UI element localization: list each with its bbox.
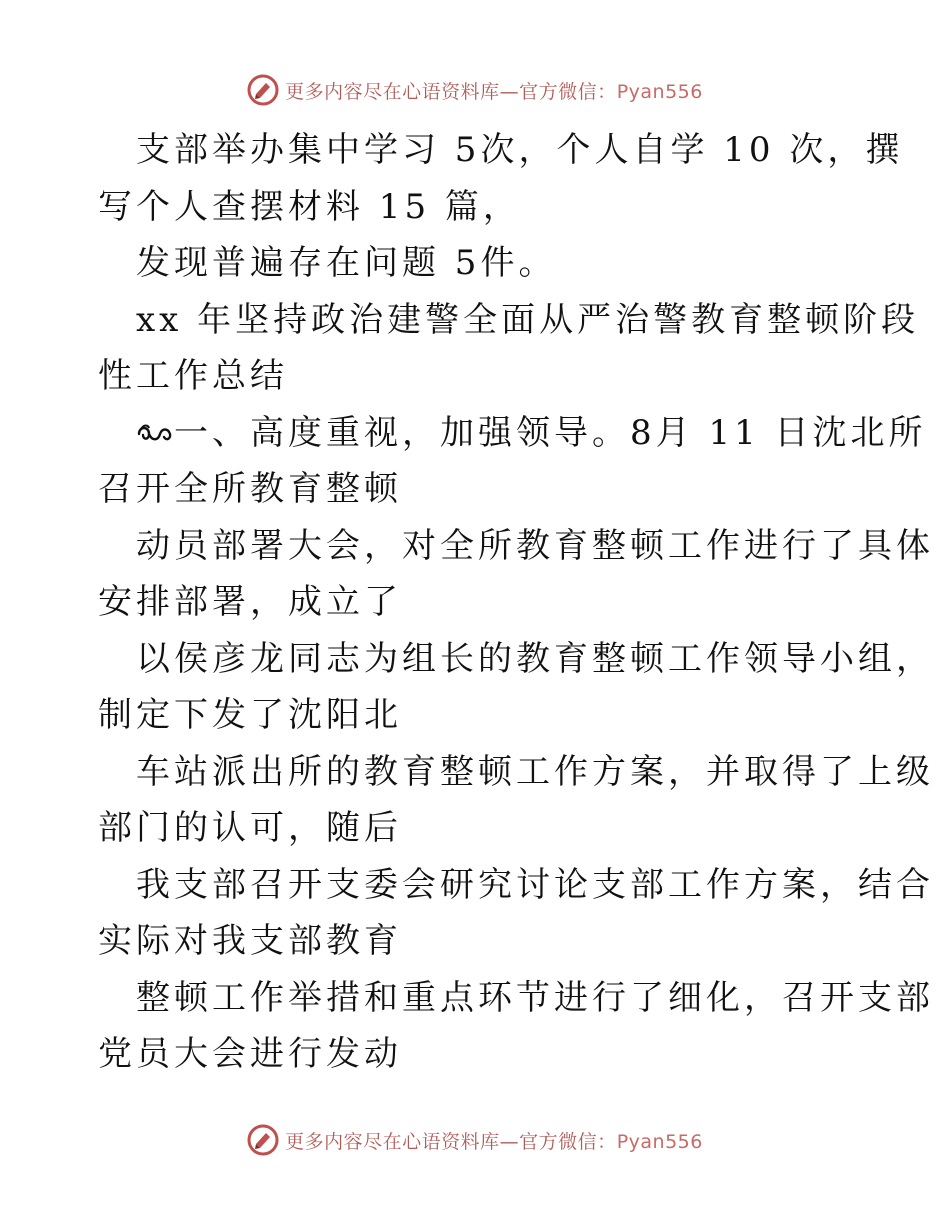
paragraph-line: 实际对我支部教育 [98, 921, 402, 961]
header-banner-text: 更多内容尽在心语资料库—官方微信：Pyan556 [285, 80, 703, 103]
header-contact-id: Pyan556 [616, 80, 703, 103]
header-banner [0, 70, 950, 110]
bullet-paragraph-line: 一、高度重视，加强领导。8月 11 日沈北所 [98, 405, 868, 462]
document-body [98, 122, 934, 1083]
footer-banner-text: 更多内容尽在心语资料库—官方微信：Pyan556 [285, 1130, 703, 1153]
brand-logo-icon [247, 1124, 279, 1156]
paragraph-line: 制定下发了沈阳北 [98, 695, 402, 735]
paragraph-line: 安排部署，成立了 [98, 582, 402, 622]
paragraph-line: 车站派出所的教育整顿工作方案，并取得了上级 [136, 751, 934, 792]
paragraph-line: 发现普遍存在问题 5件。 [136, 243, 557, 283]
paragraph-line: 性工作总结 [98, 356, 288, 396]
paragraph-line: xx 年坚持政治建警全面从严治警教育整顿阶段 [136, 299, 920, 340]
paragraph-line: 写个人查摆材料 15 篇， [98, 186, 521, 227]
paragraph-line: 部门的认可，随后 [98, 808, 402, 848]
paragraph-line: 党员大会进行发动 [98, 1034, 402, 1074]
ornament-icon [136, 421, 174, 447]
paragraph-line: 整顿工作举措和重点环节进行了细化，召开支部 [136, 977, 934, 1018]
brand-logo-icon [247, 74, 279, 106]
paragraph-line: 支部举办集中学习 5次，个人自学 10 次，撰 [136, 130, 904, 170]
paragraph-line: 召开全所教育整顿 [98, 469, 402, 509]
paragraph-line: 我支部召开支委会研究讨论支部工作方案，结合 [136, 864, 934, 905]
paragraph-line: 动员部署大会，对全所教育整顿工作进行了具体 [136, 525, 934, 566]
footer-banner [0, 1120, 950, 1160]
footer-contact-id: Pyan556 [616, 1130, 703, 1153]
paragraph-line: 以侯彦龙同志为组长的教育整顿工作领导小组， [136, 638, 934, 679]
